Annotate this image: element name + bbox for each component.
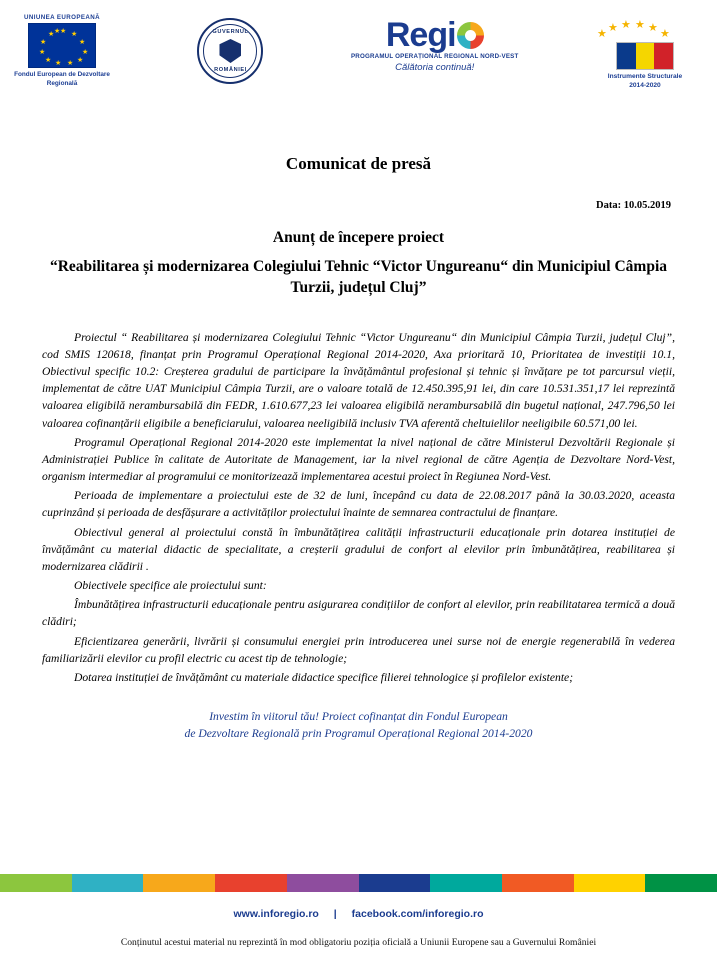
regio-logo [351,14,519,73]
document-body [0,154,717,743]
regio-program-line: PROGRAMUL OPERAȚIONAL REGIONAL NORD-VEST [350,53,519,60]
website-link[interactable]: www.inforegio.ro [233,908,319,920]
paragraph-3: Perioada de implementare a proiectului este de 32 de luni, începând cu data de 22.08.2017 până la 30.03.2020, aceasta cuprinzând și perioada de desfășurare a activităților proiectului înainte de semnarea contractului de finanțare. [42,489,675,520]
regio-circle-icon [457,22,484,49]
paragraph-2: Programul Operațional Regional 2014-2020 este implementat la nivel național de către Ministerul Dezvoltării Regionale și Administrației Publice în calitate de Autoritate de Management, iar la nivel regional de către Agenția de Dezvoltare Nord-Vest, organism intermediar al programului ce monitorizează implementarea acestui proiect în Regiunea Nord-Vest. [42,435,675,484]
instruments-period: 2014-2020 [629,81,661,89]
government-logo [182,14,278,84]
page-title: Comunicat de presă [285,154,432,173]
footer-slogan [42,708,675,743]
logo-bar [0,0,717,112]
government-seal-icon [197,18,263,84]
footer-links [0,908,717,920]
color-stripe [0,874,717,892]
structural-instruments-logo [591,14,699,90]
footer-slogan-line2: de Dezvoltare Regională prin Programul Operațional Regional 2014-2020 [184,727,533,741]
document-subtitle: Anunț de începere proiect [272,229,445,246]
gov-emblem-shape [219,39,241,63]
gov-logo-line2: ROMÂNIEI [214,67,247,73]
eu-flag-icon: ★ ★ ★ ★ ★ ★ ★ ★ ★ ★ ★ ★ [28,23,96,68]
regio-logo-word: Regi [385,16,456,54]
paragraph-8: Dotarea instituției de învățământ cu materiale didactice specifice filierei tehnologice și profilelor existente; [74,670,574,684]
eu-logo-subtitle: Fondul European de Dezvoltare Regională [14,71,110,87]
paragraph-7: Eficientizarea generării, livrării și consumului energiei prin introducerea unei surse noi de energie regenerabilă în vederea familiarizării elevilor cu profil electric cu acest tip de tehnologie; [42,634,675,665]
stars-icon: ★ ★ ★ ★ ★ ★ [596,19,670,40]
footer-slogan-line1: Investim în viitorul tău! Proiect cofinanțat din Fondul European [209,709,508,723]
eu-logo [14,14,110,88]
facebook-link[interactable]: facebook.com/inforegio.ro [351,908,484,920]
paragraph-4: Obiectivul general al proiectului constă în îmbunătățirea calității infrastructurii educaționale prin dotarea instituției de învățământ cu material didactic de specialitate, a creșterii gradului de confort al elevilor prin îmbunătățirea, reabilitarea și modernizarea clădirii . [42,525,675,573]
romania-flag-icon [616,42,674,70]
paragraph-6: Îmbunătățirea infrastructurii educaționale pentru asigurarea condițiilor de confort al elevilor, prin reabilitatarea termică a două clădiri; [42,598,675,629]
footer-separator: | [333,908,337,920]
paragraph-5: Obiectivele specifice ale proiectului sunt: [74,579,267,593]
document-date: Data: 10.05.2019 [596,200,671,211]
gov-logo-line1: GUVERNUL [212,29,249,35]
regio-tagline: Călătoria continuă! [395,62,475,73]
paragraph-1: Proiectul “ Reabilitarea și modernizarea Colegiului Tehnic “Victor Ungureanu“ din Municipiul Câmpia Turzii, județul Cluj”, cod SMIS 120618, finanțat prin Programul Operațional Regional 2014-2020, Axa prioritară 10, Prioritatea de investiții 10.1, Obiectivul specific 10.2: Creșterea gradului de participare la învățământul profesional și tehnic și învățare pe tot parcursul vieții, implementat de către UAT Municipiul Câmpia Turzii, are o valoare totală de 12.450.395,91 lei, din care 10.531.351,17 lei reprezintă valoarea eligibilă nerambursabilă din FEDR, 1.610.677,23 lei valoarea eligibilă nerambursabilă din bugetul național, 247.796,50 lei valoarea cofinanțării eligibile a beneficiarului, valoarea neeligibilă inclusiv TVA aferentă cheltuielilor neeligibile 60.571,00 lei. [42,330,675,430]
instruments-label: Instrumente Structurale [607,73,683,80]
document-paragraphs [42,329,675,686]
footer-disclaimer: Conținutul acestui material nu reprezintă în mod obligatoriu poziția oficială a Uniunii Europene sau a Guvernului României [120,937,597,948]
project-name: “Reabilitarea și modernizarea Colegiului Tehnic “Victor Ungureanu“ din Municipiul Câmpia Turzii, județul Cluj” [49,258,668,296]
eu-logo-title: UNIUNEA EUROPEANĂ [23,14,100,21]
